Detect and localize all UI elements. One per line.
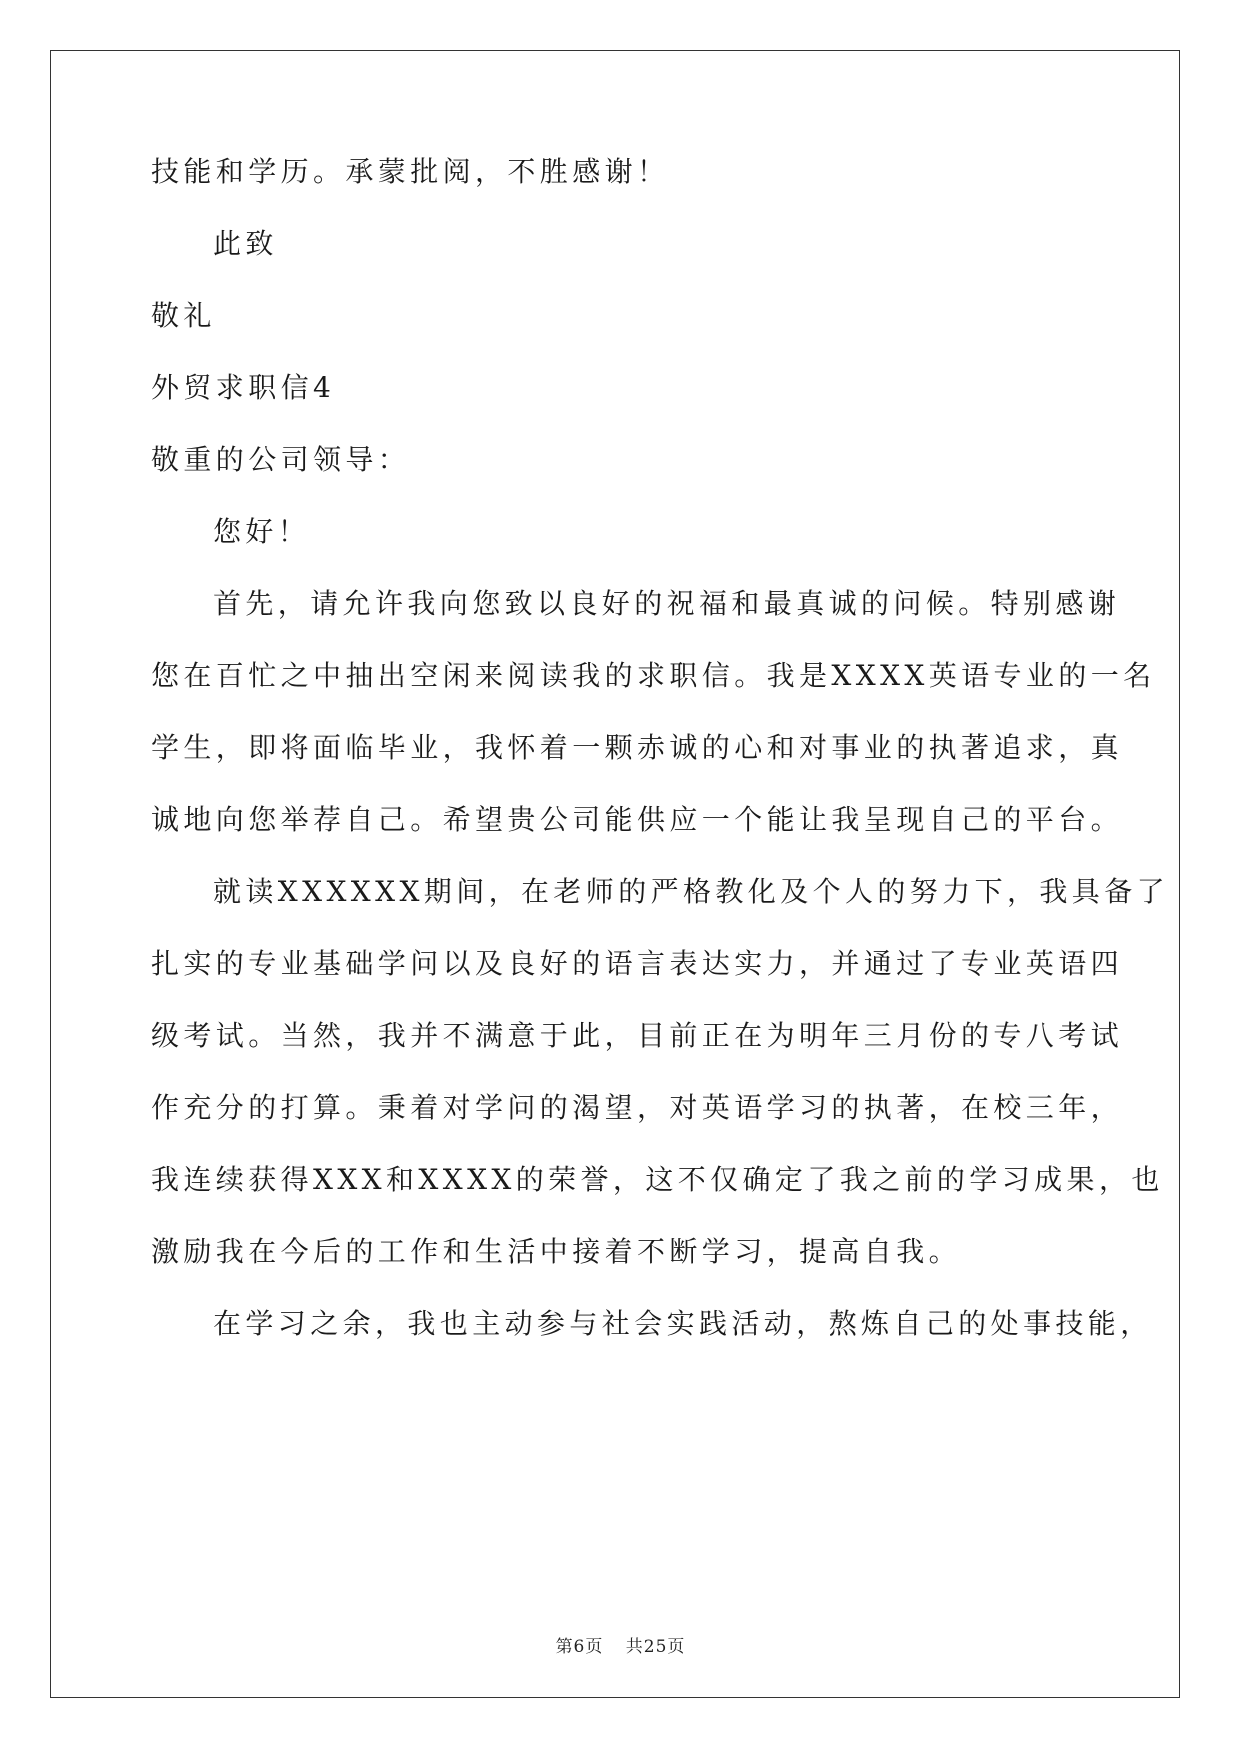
page-footer: [0, 1632, 1241, 1657]
paragraph-line: 扎实的专业基础学问以及良好的语言表达实力，并通过了专业英语四: [151, 947, 1124, 980]
text-line: 技能和学历。承蒙批阅，不胜感谢！: [151, 155, 670, 188]
section-title: 外贸求职信4: [151, 371, 336, 404]
paragraph-line: 学生，即将面临毕业，我怀着一颗赤诚的心和对事业的执著追求，真: [151, 731, 1124, 764]
greeting-line: 敬重的公司领导：: [151, 443, 411, 476]
paragraph-line: 我连续获得XXX和XXXX的荣誉，这不仅确定了我之前的学习成果，也: [151, 1163, 1164, 1196]
paragraph-line: 诚地向您举荐自己。希望贵公司能供应一个能让我呈现自己的平台。: [151, 803, 1124, 836]
page-number: 第6页: [555, 1637, 604, 1657]
paragraph-line: 在学习之余，我也主动参与社会实践活动，熬炼自己的处事技能，: [213, 1307, 1153, 1340]
closing-salutation: 此致: [213, 227, 278, 260]
paragraph-line: 首先，请允许我向您致以良好的祝福和最真诚的问候。特别感谢: [213, 587, 1121, 620]
paragraph-line: 级考试。当然，我并不满意于此，目前正在为明年三月份的专八考试: [151, 1019, 1124, 1052]
page-total: 共25页: [625, 1637, 686, 1657]
closing-respect: 敬礼: [151, 299, 216, 332]
paragraph-line: 激励我在今后的工作和生活中接着不断学习，提高自我。: [151, 1235, 962, 1268]
greeting-hello: 您好！: [213, 515, 311, 548]
paragraph-line: 您在百忙之中抽出空闲来阅读我的求职信。我是XXXX英语专业的一名: [151, 659, 1156, 692]
paragraph-line: 作充分的打算。秉着对学问的渴望，对英语学习的执著，在校三年，: [151, 1091, 1124, 1124]
paragraph-line: 就读XXXXXX期间，在老师的严格教化及个人的努力下，我具备了: [213, 875, 1170, 908]
